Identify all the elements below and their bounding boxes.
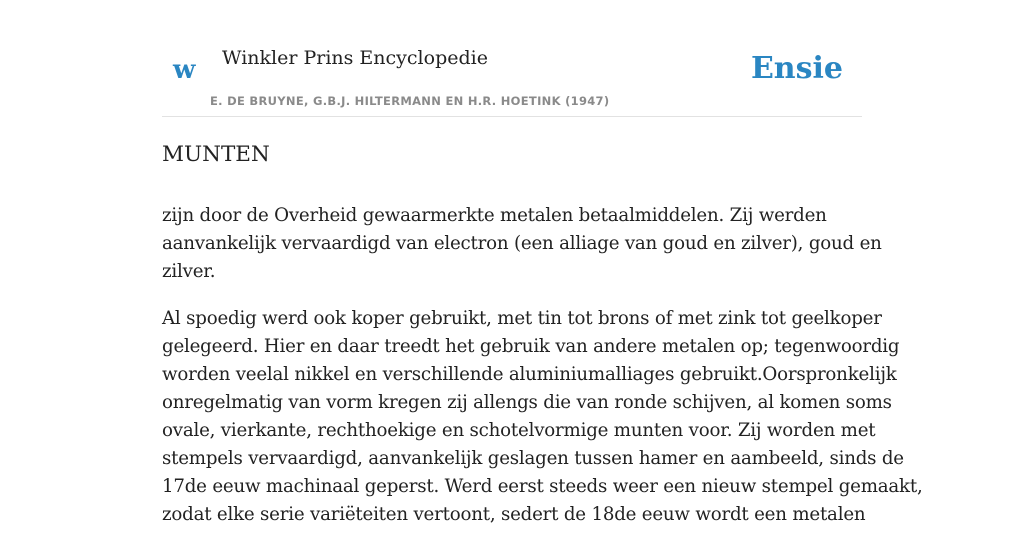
authors-line: E. DE BRUYNE, G.B.J. HILTERMANN EN H.R. HOETINK (1947) — [210, 94, 610, 108]
article-body — [162, 138, 923, 548]
paragraph-line: ovale, vierkante, rechthoekige en schotelvormige munten voor. Zij worden met — [162, 420, 876, 441]
site-logo-icon[interactable]: w — [173, 55, 196, 85]
article-title: MUNTEN — [162, 142, 270, 167]
encyclopedia-title-link[interactable]: Winkler Prins Encyclopedie — [222, 47, 488, 69]
paragraph — [162, 202, 882, 286]
paragraph-line: Al spoedig werd ook koper gebruikt, met tin tot brons of met zink tot geelkoper — [162, 308, 882, 329]
paragraph-line: 17de eeuw machinaal geperst. Werd eerst steeds weer een nieuw stempel gemaakt, — [162, 476, 923, 497]
paragraph-line: stempels vervaardigd, aanvankelijk geslagen tussen hamer en aambeeld, sinds de — [162, 448, 904, 469]
brand-logo-link[interactable]: Ensie — [750, 51, 843, 86]
paragraph-line: worden veelal nikkel en verschillende aluminiumalliages gebruikt.Oorspronkelijk — [162, 364, 897, 385]
paragraph — [162, 305, 923, 529]
paragraph-line: gelegeerd. Hier en daar treedt het gebruik van andere metalen op; tegenwoordig — [162, 336, 900, 357]
paragraph-line: zilver. — [162, 261, 216, 282]
paragraph-line: zodat elke serie variëteiten vertoont, sedert de 18de eeuw wordt een metalen — [162, 504, 866, 525]
paragraph-line: onregelmatig van vorm kregen zij allengs die van ronde schijven, al komen soms — [162, 392, 892, 413]
paragraph-line: zijn door de Overheid gewaarmerkte metalen betaalmiddelen. Zij werden — [162, 205, 827, 226]
site-header — [162, 0, 862, 117]
paragraph-line: aanvankelijk vervaardigd van electron (een alliage van goud en zilver), goud en — [162, 233, 882, 254]
